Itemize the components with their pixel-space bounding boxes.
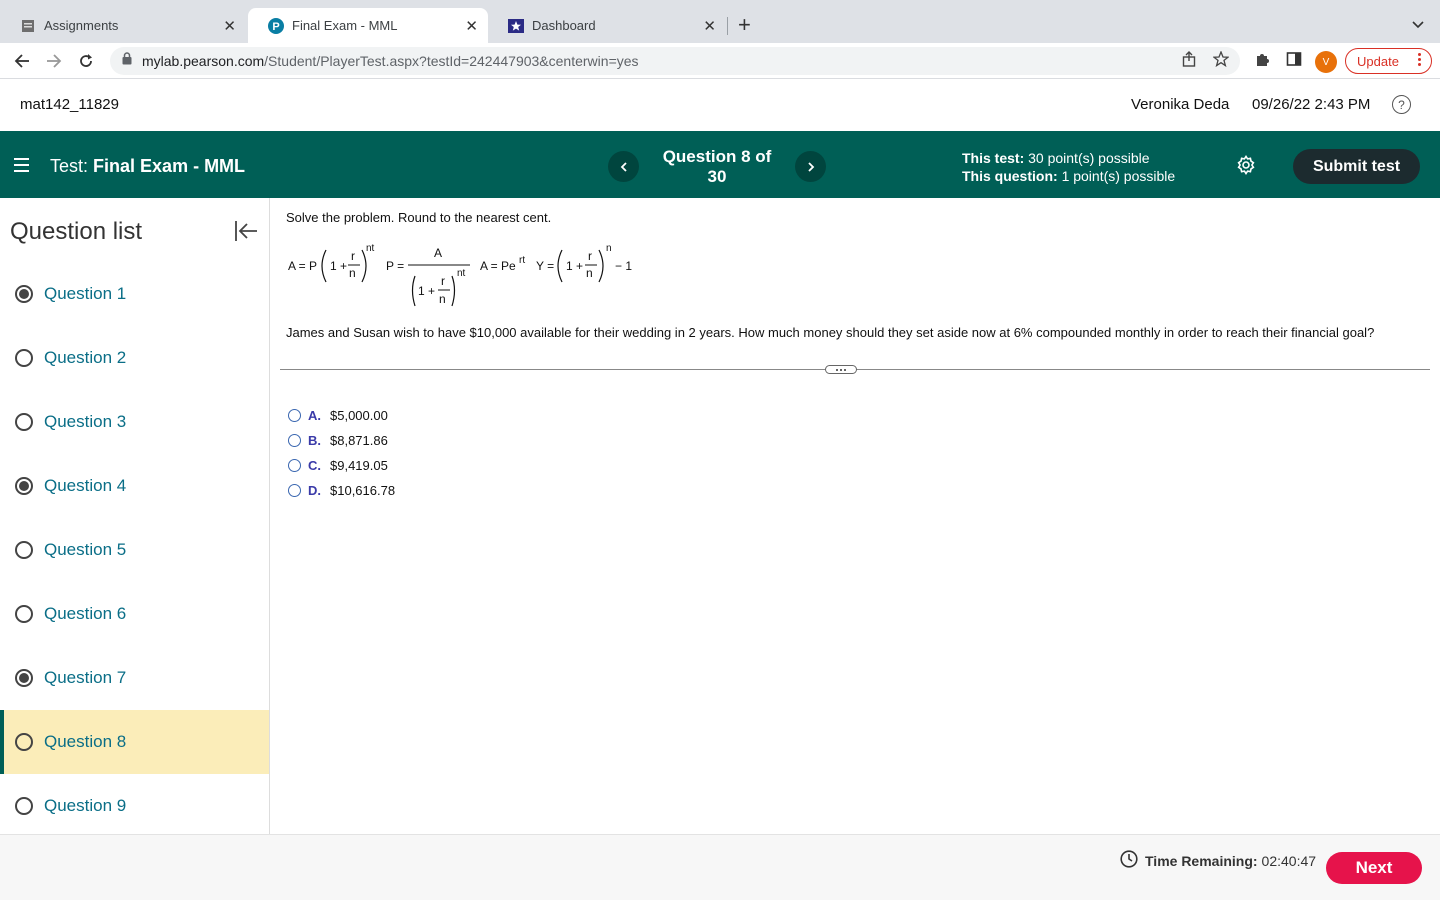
formula-4-lhs: Y =: [536, 259, 555, 273]
formula-1-n: n: [349, 266, 356, 280]
unanswered-radio-icon: [15, 605, 33, 623]
formula-4-one: 1 +: [566, 259, 584, 273]
chevron-right-icon: [807, 162, 815, 172]
question-list-item[interactable]: [0, 710, 269, 774]
help-icon[interactable]: ?: [1392, 95, 1411, 114]
expand-handle[interactable]: [825, 365, 857, 374]
lock-icon: [122, 52, 132, 70]
test-title: [50, 156, 245, 177]
choice-letter: C.: [308, 457, 321, 473]
question-list-item[interactable]: [0, 262, 269, 326]
gear-icon[interactable]: [1236, 155, 1256, 180]
submit-test-button[interactable]: Submit test: [1293, 149, 1420, 184]
question-list-item[interactable]: [0, 582, 269, 646]
unanswered-radio-icon: [15, 349, 33, 367]
svg-text:P: P: [272, 20, 280, 33]
collapse-panel-icon[interactable]: [234, 220, 258, 247]
tab-title: Dashboard: [532, 18, 596, 33]
question-position[interactable]: Question 8 of 30: [662, 146, 772, 186]
pearson-icon: [268, 18, 284, 34]
question-list-item[interactable]: [0, 518, 269, 582]
answered-radio-icon: [15, 669, 33, 687]
browser-toolbar: [0, 43, 1440, 79]
formula-image: [284, 236, 654, 321]
course-name: mat142_11829: [20, 96, 119, 113]
browser-tab-assignments[interactable]: [0, 8, 246, 43]
tab-separator: [727, 17, 728, 35]
question-list-item-label: Question 4: [44, 476, 127, 495]
formula-1-lhs: A = P: [288, 259, 318, 273]
answer-choice[interactable]: [288, 481, 395, 499]
close-tab-icon[interactable]: ✕: [223, 18, 236, 35]
time-value: 02:40:47: [1261, 852, 1317, 869]
back-arrow-icon[interactable]: [12, 51, 32, 71]
answered-radio-icon: [15, 477, 33, 495]
address-bar[interactable]: [110, 47, 1240, 75]
chevron-left-icon: [620, 162, 628, 172]
question-points-label: This question:: [962, 168, 1058, 184]
question-list-item[interactable]: [0, 774, 269, 834]
unanswered-radio-icon: [15, 733, 33, 751]
star-badge-icon: [508, 18, 524, 34]
test-points-label: This test:: [962, 150, 1025, 166]
update-button[interactable]: [1345, 48, 1432, 74]
next-question-button[interactable]: [795, 151, 826, 182]
question-list-item[interactable]: [0, 646, 269, 710]
question-points-value: 1 point(s) possible: [1061, 168, 1176, 184]
previous-question-button[interactable]: [608, 151, 639, 182]
footer-bar: [0, 834, 1440, 900]
more-vert-icon: [1418, 53, 1421, 68]
test-name: Final Exam - MML: [93, 156, 246, 176]
unanswered-radio-icon: [15, 797, 33, 815]
share-icon[interactable]: [1182, 51, 1196, 72]
url-path: /Student/PlayerTest.aspx?testId=242447903&centerwin=yes: [264, 53, 639, 69]
question-list-item-label: Question 6: [44, 604, 127, 623]
formula-2-r: r: [441, 274, 445, 288]
unanswered-radio-icon: [15, 413, 33, 431]
profile-avatar[interactable]: V: [1315, 51, 1337, 73]
formula-4-tail: − 1: [615, 259, 633, 273]
question-list-item[interactable]: [0, 390, 269, 454]
choice-letter: A.: [308, 407, 321, 423]
formula-1-r: r: [351, 249, 355, 263]
formula-4-n: n: [586, 266, 593, 280]
formula-4-r: r: [588, 249, 592, 263]
formula-1-exponent: nt: [366, 243, 375, 254]
answer-choice[interactable]: [288, 456, 388, 474]
choice-letter: D.: [308, 482, 321, 498]
formula-2-lhs: P =: [386, 259, 405, 273]
close-tab-icon[interactable]: ✕: [703, 18, 716, 35]
browser-tab-bar: [0, 0, 1440, 43]
question-list-item[interactable]: [0, 326, 269, 390]
question-list-item[interactable]: [0, 454, 269, 518]
formula-2-n: n: [439, 292, 446, 306]
choice-letter: B.: [308, 432, 321, 448]
forward-arrow-icon[interactable]: [44, 51, 64, 71]
time-label: Time Remaining:: [1145, 852, 1258, 869]
choice-radio-button[interactable]: [288, 409, 301, 422]
menu-icon[interactable]: [14, 158, 29, 176]
choice-radio-button[interactable]: [288, 459, 301, 472]
choice-radio-button[interactable]: [288, 434, 301, 447]
url-host: mylab.pearson.com: [142, 53, 265, 69]
question-navigator: [608, 146, 826, 186]
formula-2-exponent: nt: [457, 268, 466, 279]
question-list-item-label: Question 7: [44, 668, 127, 687]
browser-tab-dashboard[interactable]: [488, 8, 726, 43]
question-panel: [270, 198, 1440, 834]
bookmark-star-icon[interactable]: [1213, 51, 1229, 72]
current-datetime: 09/26/22 2:43 PM: [1252, 96, 1371, 113]
chevron-down-icon[interactable]: [1412, 16, 1424, 34]
choice-value: $9,419.05: [330, 457, 388, 473]
app-header: [0, 80, 1440, 131]
tab-title: Final Exam - MML: [292, 18, 398, 33]
choice-radio-button[interactable]: [288, 484, 301, 497]
new-tab-icon[interactable]: +: [738, 12, 751, 37]
choice-value: $8,871.86: [330, 432, 388, 448]
formula-4-exponent: n: [606, 243, 612, 254]
formula-3-exponent: rt: [519, 255, 526, 266]
choice-value: $10,616.78: [330, 482, 396, 498]
clock-icon: [1120, 850, 1138, 871]
answer-choice[interactable]: [288, 431, 388, 449]
question-list-item-label: Question 1: [44, 284, 127, 303]
reload-icon[interactable]: [76, 51, 96, 71]
tab-title: Assignments: [44, 18, 119, 33]
document-icon: [20, 18, 36, 34]
question-list-item-label: Question 3: [44, 412, 127, 431]
formula-2-one: 1 +: [418, 284, 436, 298]
question-list-item-label: Question 2: [44, 348, 127, 367]
extensions-icon[interactable]: [1254, 51, 1270, 72]
unanswered-radio-icon: [15, 541, 33, 559]
formula-1-one: 1 +: [330, 259, 348, 273]
question-list-item-label: Question 5: [44, 540, 127, 559]
url-text: [142, 53, 639, 69]
side-panel-icon[interactable]: [1286, 51, 1302, 72]
next-button[interactable]: Next: [1326, 852, 1422, 884]
test-prefix: Test:: [50, 156, 89, 176]
time-remaining: [1120, 850, 1316, 871]
question-instruction: Solve the problem. Round to the nearest cent.: [286, 210, 552, 225]
update-label: Update: [1357, 53, 1399, 69]
formula-2-numerator: A: [434, 246, 443, 260]
points-info: [962, 149, 1175, 185]
test-bar: [0, 131, 1440, 198]
question-list-sidebar: [0, 198, 270, 834]
question-list-item-label: Question 8: [44, 732, 127, 751]
question-list-title: Question list: [10, 218, 143, 245]
choice-value: $5,000.00: [330, 407, 388, 423]
user-name: Veronika Deda: [1131, 96, 1230, 113]
test-points-value: 30 point(s) possible: [1028, 150, 1150, 166]
answered-radio-icon: [15, 285, 33, 303]
question-list-item-label: Question 9: [44, 796, 127, 815]
browser-tab-final-exam[interactable]: [248, 8, 488, 43]
answer-choice[interactable]: [288, 406, 388, 424]
close-tab-icon[interactable]: ✕: [465, 18, 478, 35]
problem-text: James and Susan wish to have $10,000 available for their wedding in 2 years. How much money should they set aside now at 6% compounded monthly in order to reach their financial goal?: [286, 325, 1375, 340]
formula-3: A = Pe: [480, 259, 516, 273]
